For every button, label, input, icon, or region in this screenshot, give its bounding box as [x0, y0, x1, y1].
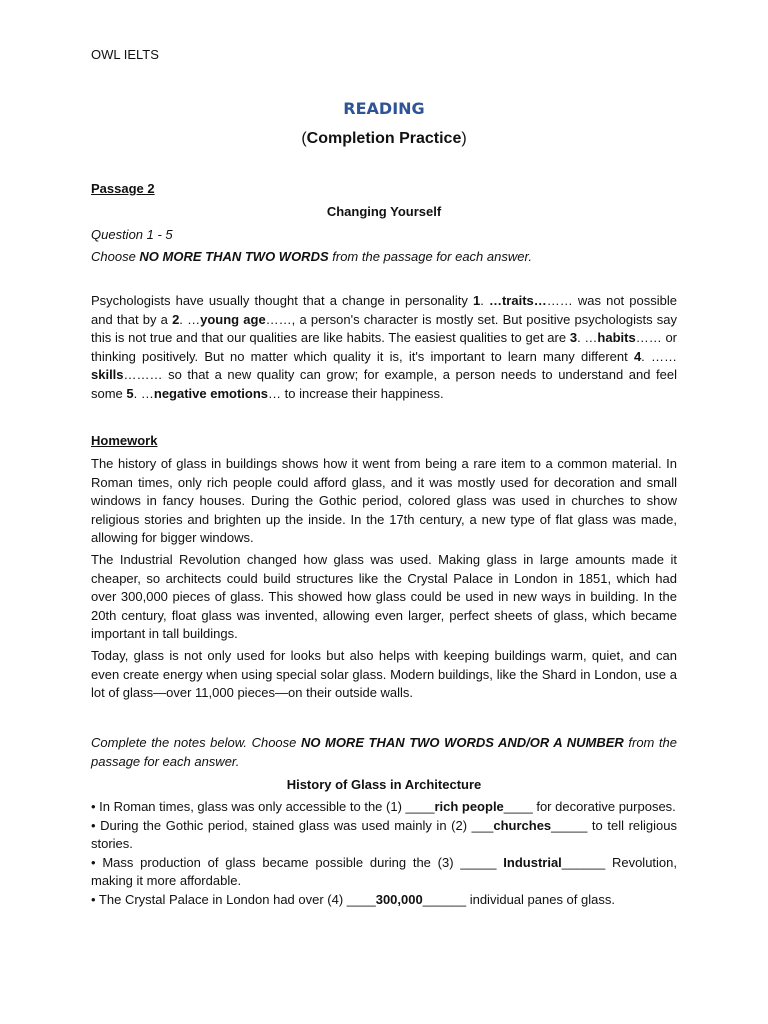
doc-title: READING	[343, 99, 425, 118]
passage-answer: 5	[126, 385, 134, 401]
note-text: • In Roman times, glass was only accessible to the (1) ____	[91, 799, 435, 814]
note-item	[91, 798, 677, 817]
header-org: OWL IELTS	[91, 47, 159, 62]
passage-instruction: Choose NO MORE THAN TWO WORDS from the passage for each answer.	[91, 249, 532, 264]
passage-answer: …traits…	[488, 293, 547, 308]
homework-paragraph: The history of glass in buildings shows how it went from being a rare item to a common material. In Roman times, only rich people could afford glass, and it was mostly used for decoration and small windows in fancy houses. During the Gothic period, colored glass was used in churches to show religious stories and brighten up the inside. In the 17th century, a new type of flat glass was made, allowing for bigger windows.	[91, 456, 677, 546]
passage-segment: … to increase their happiness.	[268, 385, 444, 401]
note-text: • Mass production of glass became possible during the (3) _____	[91, 854, 504, 870]
passage-answer: 3	[569, 330, 578, 346]
doc-subtitle: (Completion Practice)	[301, 130, 467, 147]
note-item	[91, 854, 677, 891]
passage-answer: skills	[91, 367, 124, 383]
passage-segment: ……… so that a new quality can grow; for example, a person needs to understand and feel some	[91, 367, 677, 401]
homework-body	[91, 455, 677, 706]
passage-segment: . …	[133, 385, 154, 401]
note-item	[91, 817, 677, 854]
passage-segment: ……, a person's character is mostly set. But positive psychologists say this is not true and that our qualities are like habits. The easiest qualities to get are	[91, 311, 677, 346]
passage-answer: young age	[200, 311, 266, 327]
passage-segment: .	[480, 293, 489, 308]
passage-answer: negative emotions	[153, 385, 269, 401]
notes-list	[91, 798, 677, 910]
passage-segment: . ……	[641, 348, 677, 364]
note-answer: rich people	[434, 799, 504, 814]
note-text: • The Crystal Palace in London had over (4) ____	[91, 891, 376, 907]
note-text: ______ individual panes of glass.	[422, 891, 615, 907]
note-answer: churches	[493, 817, 552, 833]
passage-segment: . …	[577, 330, 598, 346]
question-range: Question 1 - 5	[91, 227, 173, 242]
passage-answer: 1	[473, 293, 481, 308]
passage-label: Passage 2	[91, 181, 155, 196]
passage-answer: habits	[597, 330, 636, 346]
passage-answer: 2	[172, 311, 180, 327]
homework-paragraph: The Industrial Revolution changed how glass was used. Making glass in large amounts made it cheaper, so architects could build structures like the Crystal Palace in London in 1851, which had over 300,000 pieces of glass. This showed how glass could be used in new ways in building. In the 20th century, float glass was invented, allowing even larger, perfect sheets of glass, which became important in tall buildings.	[91, 551, 677, 642]
passage-segment: …… or thinking positively. But no matter which quality it is, it's important to learn many different	[91, 330, 678, 364]
notes-title: History of Glass in Architecture	[286, 777, 482, 792]
passage-segment: …… was not possible and that by a	[91, 293, 677, 327]
passage-heading: Changing Yourself	[326, 204, 442, 219]
note-answer: Industrial	[503, 854, 562, 870]
note-text: ______ Revolution, making it more affordable.	[91, 854, 677, 889]
passage-answer: 4	[633, 348, 642, 364]
homework-label: Homework	[91, 433, 158, 448]
note-item	[91, 891, 677, 910]
note-text: _____ to tell religious stories.	[91, 817, 678, 852]
note-text: • During the Gothic period, stained glass was used mainly in (2) ___	[91, 817, 494, 833]
note-answer: 300,000	[375, 891, 423, 907]
note-text: ____ for decorative purposes.	[503, 799, 676, 814]
passage-segment: . …	[179, 311, 201, 327]
passage-segment: Psychologists have usually thought that a change in personality	[91, 293, 474, 308]
homework-paragraph: Today, glass is not only used for looks but also helps with keeping buildings warm, quiet, and can even create energy when using special solar glass. Modern buildings, like the Shard in London, use a lot of glass—over 11,000 pieces—on their outside walls.	[91, 647, 677, 701]
passage-text	[91, 292, 677, 404]
notes-instruction: Complete the notes below. Choose NO MORE THAN TWO WORDS AND/OR A NUMBER from the passage for each answer.	[91, 735, 678, 769]
